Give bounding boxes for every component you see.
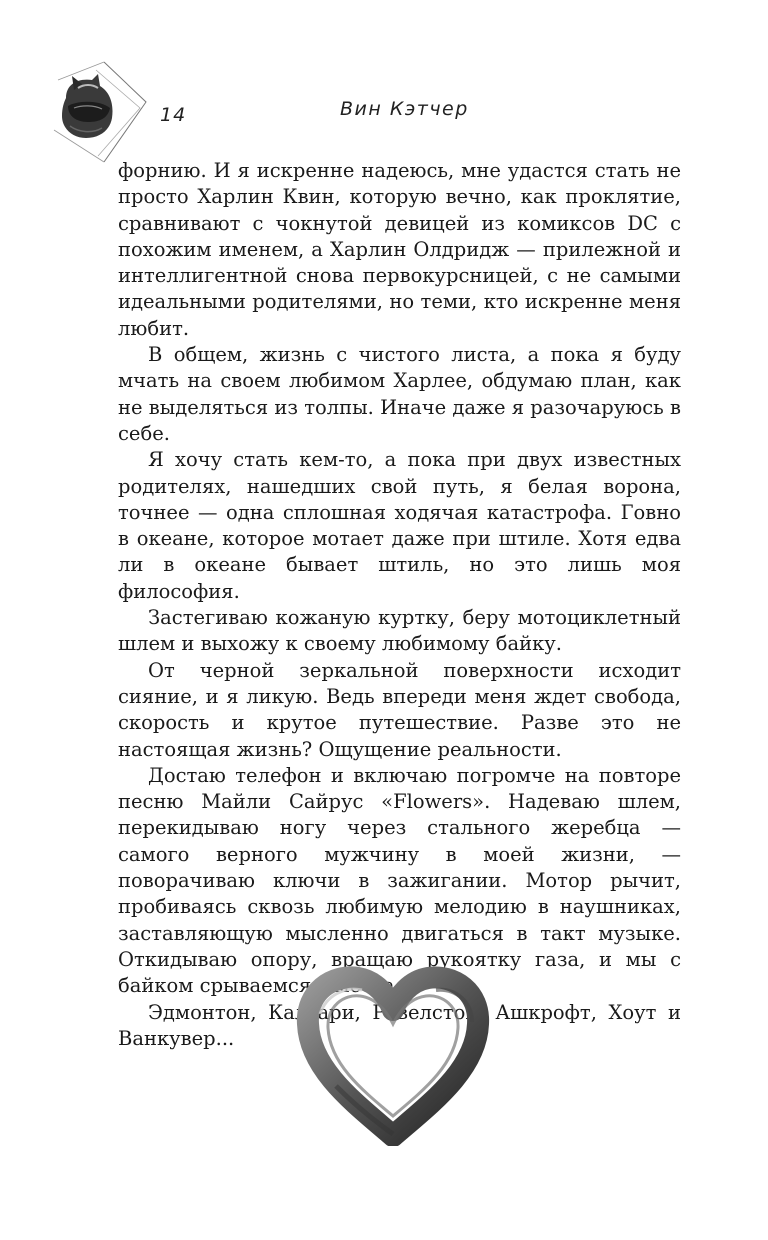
paragraph: форнию. И я искренне надеюсь, мне удастся стать не просто Харлин Квин, которую вечно, как проклятие, сравнивают с чокнутой девицей из комиксов DC с похожим именем, а Харлин Олдридж — прилежной и интеллигентной снова первокурсницей, с не самыми идеальными родителями, но теми, кто искренне меня любит.	[118, 159, 681, 340]
running-head-author: Вин Кэтчер	[340, 98, 469, 120]
paragraph: Достаю телефон и включаю погромче на повторе песню Майли Сайрус «Flowers». Надеваю шлем, перекидываю ногу через стального жеребца — самого верного мужчину в моей жизни, — поворачиваю ключи в зажигании. Мотор рычит, пробиваясь сквозь любимую мелодию в наушниках, заставляющую мысленно двигаться в такт музыке. Откидываю опору, вращаю рукоятку газа, и мы с байком срываемся с места.	[118, 763, 681, 998]
body-text	[118, 158, 681, 1052]
paragraph: От черной зеркальной поверхности исходит сияние, и я ликую. Ведь впереди меня ждет свобода, скорость и крутое путешествие. Разве это не настоящая жизнь? Ощущение реальности.	[118, 658, 681, 761]
motorcycle-helmet-icon	[48, 60, 148, 165]
paragraph: Я хочу стать кем-то, а пока при двух известных родителях, нашедших свой путь, я белая ворона, точнее — одна сплошная ходячая катастрофа. Говно в океане, которое мотает даже при штиле. Хотя едва ли в океане бывает штиль, но это лишь моя философия.	[118, 448, 681, 603]
paragraph: Эдмонтон, Калгари, Ревелсток, Ашкрофт, Хоут и Ванкувер...	[118, 1000, 681, 1050]
paragraph: Застегиваю кожаную куртку, беру мотоциклетный шлем и выхожу к своему любимому байку.	[118, 606, 681, 656]
page-header	[0, 0, 768, 170]
page-number: 14	[160, 104, 187, 126]
paragraph: В общем, жизнь с чистого листа, а пока я буду мчать на своем любимом Харлее, обдумаю план, как не выделяться из толпы. Иначе даже я разочаруюсь в себе.	[118, 343, 681, 445]
brush-heart-icon	[296, 966, 490, 1146]
